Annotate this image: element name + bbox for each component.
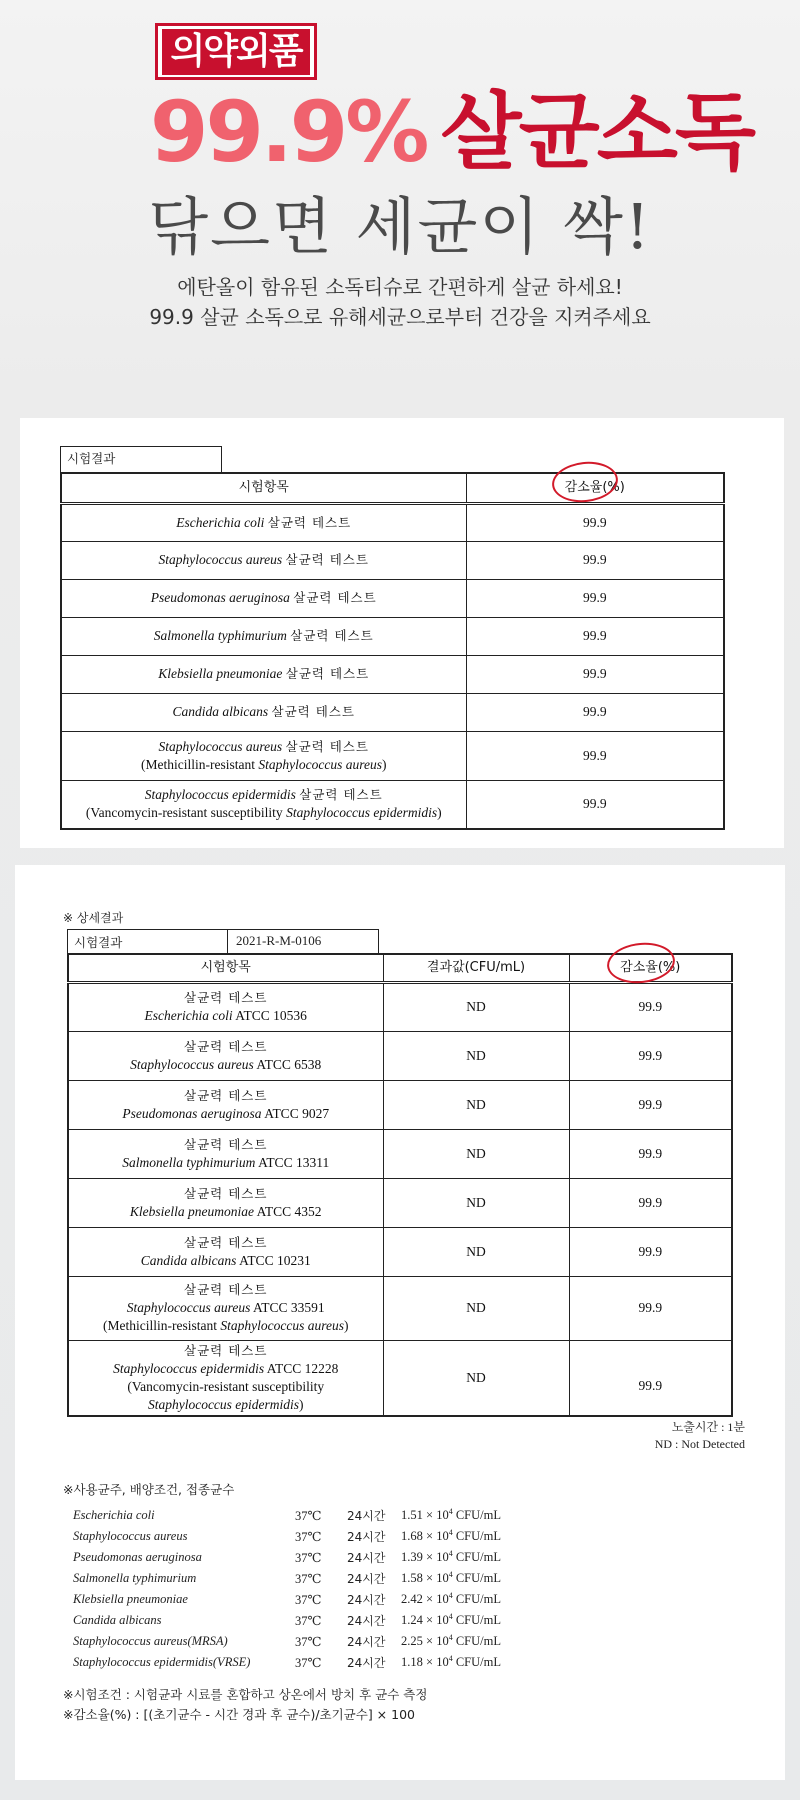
test-label: 살균력 테스트 (184, 990, 268, 1005)
reduction-rate: 99.9 (466, 503, 724, 541)
organism-line (69, 1203, 383, 1221)
organism-name: Pseudomonas aeruginosa (122, 1105, 262, 1121)
count-base: 10 (436, 1634, 449, 1649)
note-end: ) (437, 805, 442, 821)
summary-test-note (62, 804, 466, 822)
count-unit: CFU/mL (455, 1592, 501, 1607)
organism-name: Pseudomonas aeruginosa (150, 590, 290, 605)
strain-name: Candida albicans (73, 1613, 162, 1627)
times-sign: × (426, 1529, 434, 1544)
count-value: 1.58 (401, 1571, 423, 1586)
detail-row (68, 1080, 732, 1129)
reduction-rate: 99.9 (466, 780, 724, 829)
summary-test-line (62, 786, 466, 804)
detail-row (68, 1227, 732, 1276)
atcc-code: ATCC 12228 (266, 1360, 339, 1376)
count-exponent: 4 (448, 1570, 453, 1580)
count-value: 1.18 (401, 1655, 423, 1670)
summary-row (61, 780, 724, 829)
organism-name: Escherichia coli (144, 1008, 233, 1023)
strain-name: Staphylococcus aureus(MRSA) (73, 1634, 228, 1648)
note-text: (Methicillin-resistant (103, 1318, 217, 1333)
count-unit: CFU/mL (455, 1529, 501, 1544)
strain-name: Klebsiella pneumoniae (73, 1592, 188, 1606)
strain-row (73, 1547, 501, 1568)
strain-time: 24시간 (347, 1656, 386, 1670)
organism-line (69, 1299, 383, 1317)
count-exponent: 4 (448, 1612, 453, 1622)
detail-test-item (68, 982, 383, 1031)
quasi-drug-badge (155, 23, 317, 80)
count-value: 2.42 (401, 1592, 423, 1607)
detail-report-number: 2021-R-M-0106 (236, 933, 322, 948)
count-value: 1.39 (401, 1550, 423, 1565)
note-text: (Methicillin-resistant (141, 756, 255, 772)
strain-time: 24시간 (347, 1635, 386, 1649)
test-label: 살균력 테스트 (184, 1087, 268, 1103)
atcc-code: ATCC 13311 (258, 1154, 330, 1170)
count-exponent: 4 (448, 1633, 453, 1643)
badge-label: 의약외품 (162, 29, 309, 75)
detail-note: ※ 상세결과 (63, 911, 124, 925)
strain-count (401, 1505, 501, 1526)
summary-test-line (62, 738, 466, 756)
atcc-code: ATCC 10536 (235, 1008, 307, 1023)
strain-row (73, 1631, 501, 1652)
description (0, 272, 800, 332)
count-exponent: 4 (448, 1507, 453, 1517)
resistance-organism-line (69, 1396, 383, 1414)
test-label: 살균력 테스트 (184, 1342, 268, 1358)
exposure-time: 노출시간 : 1분 (671, 1420, 745, 1434)
test-label: 살균력 테스트 (184, 1185, 268, 1201)
detail-test-item (68, 1340, 383, 1416)
resistance-note (69, 1317, 383, 1335)
strain-count (401, 1652, 501, 1673)
count-unit: CFU/mL (455, 1571, 501, 1586)
reduction-rate: 99.9 (569, 1080, 732, 1129)
reduction-rate: 99.9 (466, 693, 724, 731)
reduction-rate: 99.9 (466, 617, 724, 655)
detail-test-item (68, 1178, 383, 1227)
summary-col-rate: 감소율(%) (466, 473, 724, 503)
summary-test-item (61, 503, 466, 541)
count-exponent: 4 (448, 1549, 453, 1559)
result-value: ND (383, 1276, 569, 1340)
strain-row (73, 1589, 501, 1610)
test-label: 살균력 테스트 (290, 628, 374, 643)
detail-row (68, 982, 732, 1031)
times-sign: × (426, 1634, 434, 1649)
times-sign: × (426, 1571, 434, 1586)
organism-name: Staphylococcus epidermidis (144, 787, 296, 803)
count-exponent: 4 (448, 1654, 453, 1664)
reduction-rate: 99.9 (569, 982, 732, 1031)
subheadline: 닦으면 세균이 싹! (148, 190, 652, 263)
strain-time: 24시간 (347, 1530, 386, 1544)
strain-row (73, 1505, 501, 1526)
result-value: ND (383, 1080, 569, 1129)
strain-time: 24시간 (347, 1551, 386, 1565)
summary-row (61, 655, 724, 693)
summary-table (60, 472, 725, 830)
times-sign: × (426, 1508, 434, 1523)
count-exponent: 4 (448, 1528, 453, 1538)
summary-test-note (62, 756, 466, 774)
reduction-rate: 99.9 (569, 1031, 732, 1080)
test-label: 살균력 테스트 (184, 1038, 268, 1054)
strain-temp: 37℃ (295, 1655, 322, 1670)
organism-name: Candida albicans (140, 1252, 237, 1268)
summary-test-line (62, 703, 466, 721)
strain-row (73, 1568, 501, 1589)
test-label: 살균력 테스트 (184, 1234, 268, 1250)
count-unit: CFU/mL (455, 1613, 501, 1628)
strain-count (401, 1568, 501, 1589)
result-value: ND (383, 982, 569, 1031)
detail-row (68, 1276, 732, 1340)
times-sign: × (426, 1592, 434, 1607)
count-base: 10 (436, 1529, 449, 1544)
count-base: 10 (436, 1550, 449, 1565)
note-end: ) (343, 1318, 349, 1333)
summary-test-item (61, 731, 466, 780)
organism-line (69, 1154, 383, 1172)
note-text: (Vancomycin-resistant susceptibility (85, 805, 283, 821)
result-value: ND (383, 1227, 569, 1276)
atcc-code: ATCC 4352 (256, 1203, 322, 1219)
result-value: ND (383, 1340, 569, 1416)
atcc-code: ATCC 9027 (264, 1105, 330, 1121)
summary-results-card (20, 418, 784, 848)
detail-row (68, 1129, 732, 1178)
times-sign: × (426, 1655, 434, 1670)
strain-name: Escherichia coli (73, 1508, 155, 1522)
summary-row (61, 693, 724, 731)
organism-name: Klebsiella pneumoniae (129, 1203, 255, 1219)
summary-col-item: 시험항목 (61, 473, 466, 503)
atcc-code: ATCC 6538 (256, 1056, 322, 1072)
count-unit: CFU/mL (455, 1550, 501, 1565)
test-label: 살균력 테스트 (293, 590, 377, 605)
test-label: 살균력 테스트 (299, 787, 383, 803)
reduction-rate: 99.9 (466, 655, 724, 693)
detail-col-result: 결과값(CFU/mL) (383, 954, 569, 982)
summary-test-line (62, 627, 466, 645)
test-label: 살균력 테스트 (184, 1282, 268, 1297)
organism-name: Candida albicans (172, 704, 269, 719)
exposure-note (655, 1419, 745, 1453)
times-sign: × (426, 1613, 434, 1628)
count-base: 10 (436, 1655, 449, 1670)
headline-sterilize: 살균소독 (440, 83, 753, 181)
detail-test-item (68, 1276, 383, 1340)
test-label: 살균력 테스트 (267, 514, 352, 530)
organism-line (69, 1360, 383, 1378)
detail-test-item (68, 1031, 383, 1080)
count-base: 10 (436, 1508, 449, 1523)
count-value: 1.24 (401, 1613, 423, 1628)
strain-temp: 37℃ (295, 1508, 322, 1523)
strain-name: Staphylococcus aureus (73, 1529, 188, 1543)
detail-test-item (68, 1129, 383, 1178)
note-organism: Staphylococcus epidermidis (286, 805, 438, 821)
detail-test-item (68, 1080, 383, 1129)
strain-time: 24시간 (347, 1614, 386, 1628)
count-value: 2.25 (401, 1634, 423, 1649)
description-line-2: 99.9 살균 소독으로 유해세균으로부터 건강을 지켜주세요 (149, 305, 651, 329)
result-value: ND (383, 1031, 569, 1080)
detail-col-item: 시험항목 (68, 954, 383, 982)
strains-table (73, 1505, 501, 1673)
count-base: 10 (436, 1592, 449, 1607)
organism-name: Staphylococcus epidermidis (113, 1360, 265, 1376)
summary-tab-label: 시험결과 (67, 451, 116, 466)
summary-test-line (62, 551, 466, 569)
summary-test-item (61, 617, 466, 655)
reduction-rate: 99.9 (466, 731, 724, 780)
strain-temp: 37℃ (295, 1634, 322, 1649)
times-sign: × (426, 1550, 434, 1565)
count-value: 1.51 (401, 1508, 423, 1523)
reduction-rate: 99.9 (569, 1178, 732, 1227)
detail-table (67, 953, 733, 1417)
organism-line (69, 1007, 383, 1025)
organism-name: Staphylococcus aureus (126, 1300, 251, 1315)
count-unit: CFU/mL (455, 1508, 501, 1523)
summary-row (61, 503, 724, 541)
strain-row (73, 1526, 501, 1547)
strain-count (401, 1589, 501, 1610)
atcc-code: ATCC 33591 (253, 1300, 325, 1315)
count-unit: CFU/mL (455, 1634, 501, 1649)
organism-line (69, 1252, 383, 1270)
strain-count (401, 1526, 501, 1547)
strain-name: Staphylococcus epidermidis(VRSE) (73, 1655, 251, 1669)
test-label: 살균력 테스트 (271, 704, 355, 719)
formula-line: ※감소율(%) : [(초기균수 - 시간 경과 후 균수)/초기균수] × 100 (63, 1707, 415, 1722)
strain-time: 24시간 (347, 1509, 386, 1523)
organism-line (69, 1056, 383, 1074)
summary-row (61, 579, 724, 617)
headline (150, 83, 753, 181)
nd-definition: ND : Not Detected (654, 1437, 745, 1451)
reduction-rate: 99.9 (466, 579, 724, 617)
summary-header-row (61, 473, 724, 503)
condition-line: ※시험조건 : 시험균과 시료를 혼합하고 상온에서 방치 후 균수 측정 (63, 1687, 428, 1702)
organism-name: Klebsiella pneumoniae (158, 666, 283, 681)
reduction-rate: 99.9 (569, 1340, 732, 1416)
detail-test-item (68, 1227, 383, 1276)
strain-temp: 37℃ (295, 1613, 322, 1628)
detail-row (68, 1340, 732, 1416)
atcc-code: ATCC 10231 (239, 1252, 311, 1268)
test-label: 살균력 테스트 (285, 738, 369, 754)
strain-name: Pseudomonas aeruginosa (73, 1550, 202, 1564)
resistance-note: (Vancomycin-resistant susceptibility (127, 1378, 325, 1394)
count-base: 10 (436, 1613, 449, 1628)
test-label: 살균력 테스트 (285, 666, 370, 681)
strain-temp: 37℃ (295, 1571, 322, 1586)
strain-row (73, 1652, 501, 1673)
organism-name: Salmonella typhimurium (153, 628, 287, 643)
reduction-rate: 99.9 (569, 1227, 732, 1276)
test-label: 살균력 테스트 (184, 1136, 268, 1152)
summary-test-item (61, 579, 466, 617)
organism-name: Staphylococcus aureus (158, 552, 283, 567)
test-conditions (63, 1685, 427, 1725)
detail-tab (67, 929, 379, 953)
summary-test-line (62, 514, 466, 532)
organism-name: Salmonella typhimurium (122, 1154, 256, 1170)
result-value: ND (383, 1178, 569, 1227)
summary-test-item (61, 693, 466, 731)
summary-test-line (62, 665, 466, 683)
result-value: ND (383, 1129, 569, 1178)
reduction-rate: 99.9 (569, 1129, 732, 1178)
summary-test-item (61, 655, 466, 693)
strain-row (73, 1610, 501, 1631)
note-organism: Staphylococcus aureus (258, 756, 382, 772)
note-end: ) (381, 756, 387, 772)
headline-percent: 99.9% (150, 83, 427, 181)
detail-header-row (68, 954, 732, 982)
strain-temp: 37℃ (295, 1550, 322, 1565)
resistance-organism: Staphylococcus aureus (220, 1318, 344, 1333)
summary-row (61, 617, 724, 655)
strain-count (401, 1610, 501, 1631)
detail-col-rate: 감소율(%) (569, 954, 732, 982)
strain-time: 24시간 (347, 1593, 386, 1607)
strain-count (401, 1547, 501, 1568)
count-unit: CFU/mL (455, 1655, 501, 1670)
count-value: 1.68 (401, 1529, 423, 1544)
organism-name: Escherichia coli (176, 514, 265, 530)
reduction-rate: 99.9 (569, 1276, 732, 1340)
organism-name: Staphylococcus aureus (130, 1056, 254, 1072)
description-line-1: 에탄올이 함유된 소독티슈로 간편하게 살균 하세요! (177, 275, 623, 299)
summary-test-item (61, 541, 466, 579)
strain-temp: 37℃ (295, 1529, 322, 1544)
reduction-rate: 99.9 (466, 541, 724, 579)
detail-results-card (15, 865, 785, 1780)
summary-test-item (61, 780, 466, 829)
test-label: 살균력 테스트 (285, 552, 369, 567)
strain-name: Salmonella typhimurium (73, 1571, 197, 1585)
summary-test-line (62, 589, 466, 607)
strain-time: 24시간 (347, 1572, 386, 1586)
detail-tab-label: 시험결과 (68, 930, 228, 953)
note-end: ) (299, 1396, 304, 1412)
summary-row (61, 731, 724, 780)
detail-row (68, 1178, 732, 1227)
strains-title: ※사용균주, 배양조건, 접종균수 (63, 1482, 235, 1497)
summary-tab (60, 446, 222, 472)
strain-temp: 37℃ (295, 1592, 322, 1607)
strain-count (401, 1631, 501, 1652)
organism-name: Staphylococcus aureus (158, 738, 283, 754)
summary-row (61, 541, 724, 579)
count-exponent: 4 (448, 1591, 453, 1601)
count-base: 10 (436, 1571, 449, 1586)
organism-line (69, 1105, 383, 1123)
resistance-organism: Staphylococcus epidermidis (147, 1396, 300, 1412)
detail-row (68, 1031, 732, 1080)
